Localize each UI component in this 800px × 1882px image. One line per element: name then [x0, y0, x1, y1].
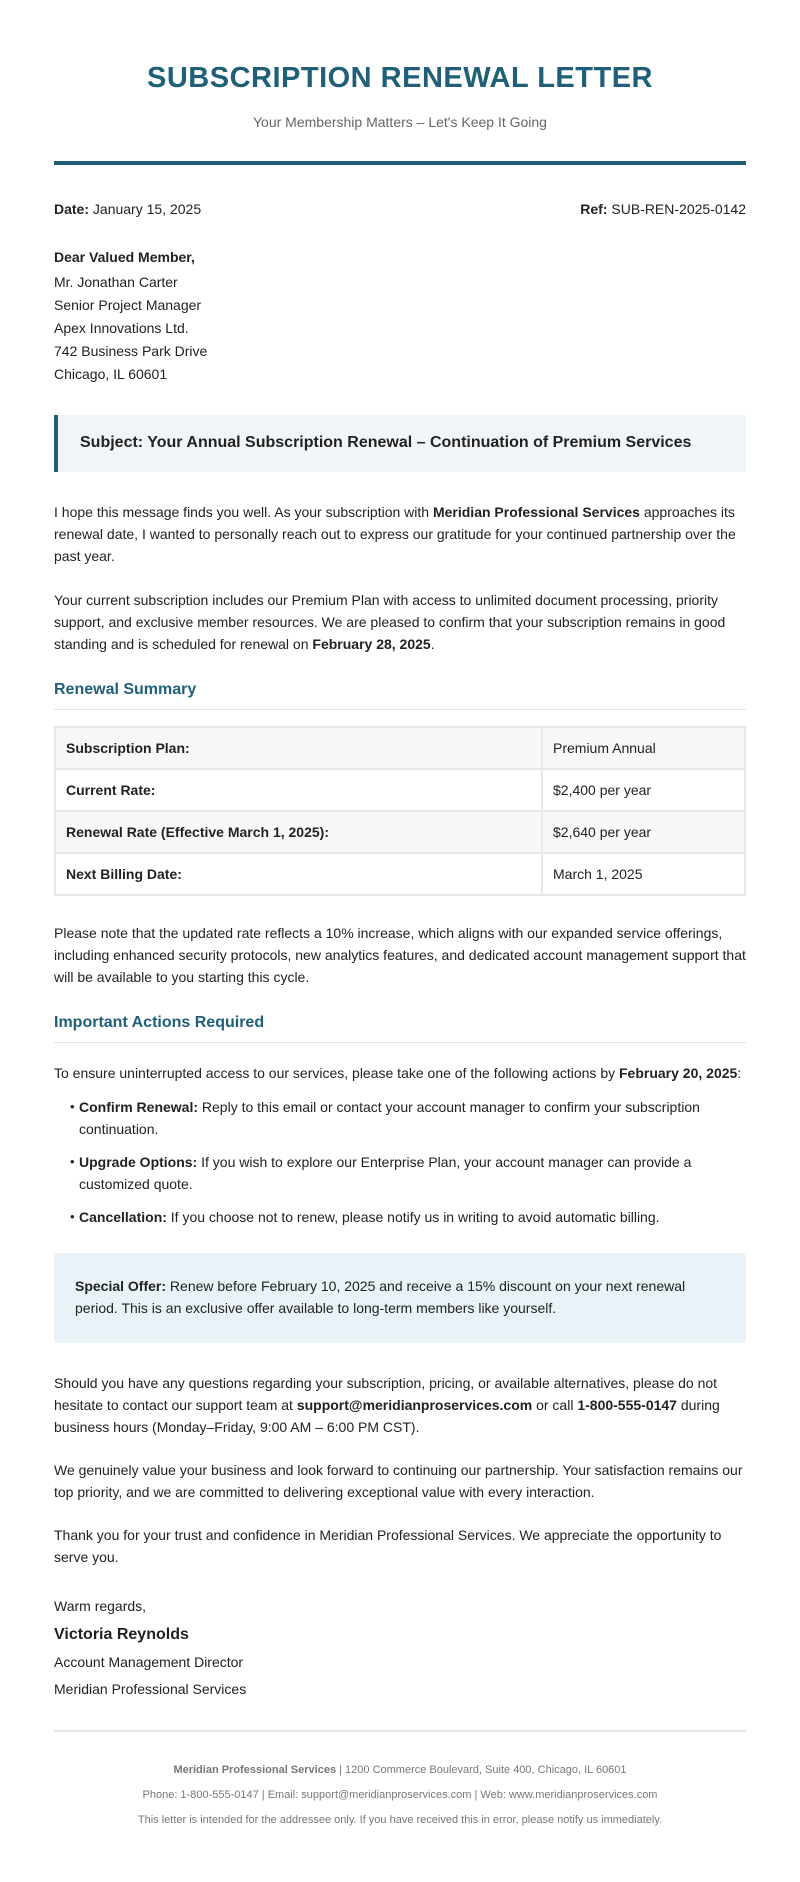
letter-meta [54, 200, 746, 218]
renewal-date-emphasis: February 28, 2025 [312, 636, 431, 652]
recipient-street: 742 Business Park Drive [54, 343, 208, 359]
list-item [70, 1151, 746, 1195]
signer-role: Account Management Director [54, 1654, 244, 1670]
plan-text-b: . [430, 636, 435, 652]
actions-intro-end: : [737, 1065, 742, 1081]
footer-divider [54, 1730, 746, 1732]
contact-text-a: Should you have any questions regarding your subscription, pricing, or available alternatives, please do not hesitate to contact our support team at [54, 1375, 718, 1413]
table-row [55, 853, 745, 895]
footer-address: | 1200 Commerce Boulevard, Suite 400, Chicago, IL 60601 [336, 1764, 627, 1776]
action-label: Upgrade Options: [79, 1154, 198, 1170]
actions-list [54, 1096, 746, 1228]
list-item [70, 1206, 746, 1228]
action-label: Cancellation: [79, 1209, 167, 1225]
date-value: January 15, 2025 [92, 201, 202, 217]
row-value: Premium Annual [542, 727, 745, 769]
signer-organization: Meridian Professional Services [54, 1681, 247, 1697]
offer-text: Renew before February 10, 2025 and receive a 15% discount on your next renewal period. This is an exclusive offer available to long-term members like yourself. [75, 1278, 686, 1316]
table-row [55, 811, 745, 853]
company-name-emphasis: Meridian Professional Services [432, 504, 640, 520]
subject-banner: Subject: Your Annual Subscription Renewal – Continuation of Premium Services [54, 415, 746, 472]
recipient-company: Apex Innovations Ltd. [54, 320, 189, 336]
ref-label: Ref: [580, 201, 608, 217]
actions-heading: Important Actions Required [54, 1013, 746, 1043]
recipient-block [54, 246, 746, 386]
body-paragraph-plan [54, 589, 746, 655]
offer-label: Special Offer: [75, 1278, 167, 1294]
intro-text-a: I hope this message finds you well. As your subscription with [54, 504, 433, 520]
plan-text-a: Your current subscription includes our Premium Plan with access to unlimited document processing, priority support, and exclusive member resources. We are pleased to confirm that your subscription remains in good standing and is scheduled for renewal on [54, 592, 726, 652]
body-paragraph-contact [54, 1372, 746, 1438]
body-paragraph-value: We genuinely value your business and look forward to continuing our partnership. Your satisfaction remains our top priority, and we are committed to delivering exceptional value with every interaction. [54, 1462, 743, 1500]
header-divider [54, 161, 746, 165]
ref-line [580, 200, 746, 218]
greeting: Dear Valued Member, [54, 249, 195, 265]
body-paragraph-rate-note: Please note that the updated rate reflects a 10% increase, which aligns with our expanded service offerings, including enhanced security protocols, new analytics features, and dedicated account management support that will be available to you starting this cycle. [54, 925, 746, 985]
actions-deadline: February 20, 2025 [619, 1065, 738, 1081]
footer-address-line [54, 1763, 746, 1778]
letter-title: SUBSCRIPTION RENEWAL LETTER [147, 62, 653, 94]
recipient-name: Mr. Jonathan Carter [54, 274, 178, 290]
ref-value: SUB-REN-2025-0142 [611, 201, 746, 217]
support-phone[interactable]: 1-800-555-0147 [577, 1397, 677, 1413]
renewal-summary-table [54, 726, 746, 896]
table-row [55, 769, 745, 811]
action-text: Reply to this email or contact your account manager to confirm your subscription continuation. [79, 1099, 700, 1137]
actions-intro [54, 1062, 746, 1084]
row-value: $2,640 per year [542, 811, 745, 853]
contact-text-b: or call [532, 1397, 578, 1413]
date-line [54, 200, 201, 218]
row-value: March 1, 2025 [542, 853, 745, 895]
date-label: Date: [54, 201, 90, 217]
list-item [70, 1096, 746, 1140]
action-text: If you wish to explore our Enterprise Plan, your account manager can provide a customized quote. [79, 1154, 692, 1192]
letter-subtitle: Your Membership Matters – Let's Keep It Going [253, 114, 547, 130]
intro-text-b: approaches its renewal date, I wanted to personally reach out to express our gratitude for your continued partnership over the past year. [54, 504, 736, 564]
renewal-summary-heading: Renewal Summary [54, 680, 746, 710]
special-offer-box [54, 1253, 746, 1343]
body-paragraph-intro [54, 501, 746, 567]
footer-company: Meridian Professional Services [173, 1764, 337, 1776]
recipient-title: Senior Project Manager [54, 297, 202, 313]
row-label: Renewal Rate (Effective March 1, 2025): [55, 811, 542, 853]
footer-contact-line: Phone: 1-800-555-0147 | Email: support@meridianproservices.com | Web: www.meridianproservices.com [142, 1789, 658, 1801]
row-value: $2,400 per year [542, 769, 745, 811]
body-paragraph-thanks: Thank you for your trust and confidence in Meridian Professional Services. We appreciate the opportunity to serve you. [54, 1527, 722, 1565]
action-label: Confirm Renewal: [79, 1099, 199, 1115]
closing-line: Warm regards, [54, 1598, 147, 1614]
contact-text-c: during business hours (Monday–Friday, 9:00 AM – 6:00 PM CST). [54, 1397, 720, 1435]
support-email[interactable]: support@meridianproservices.com [296, 1397, 533, 1413]
actions-intro-text: To ensure uninterrupted access to our services, please take one of the following actions by [54, 1065, 619, 1081]
signer-name: Victoria Reynolds [54, 1626, 189, 1643]
row-label: Current Rate: [55, 769, 542, 811]
recipient-city: Chicago, IL 60601 [54, 366, 168, 382]
action-text: If you choose not to renew, please notify us in writing to avoid automatic billing. [166, 1209, 660, 1225]
row-label: Next Billing Date: [55, 853, 542, 895]
row-label: Subscription Plan: [55, 727, 542, 769]
footer-notice: This letter is intended for the addressee only. If you have received this in error, please notify us immediately. [137, 1814, 663, 1826]
table-row [55, 727, 745, 769]
letter-footer [54, 1763, 746, 1828]
